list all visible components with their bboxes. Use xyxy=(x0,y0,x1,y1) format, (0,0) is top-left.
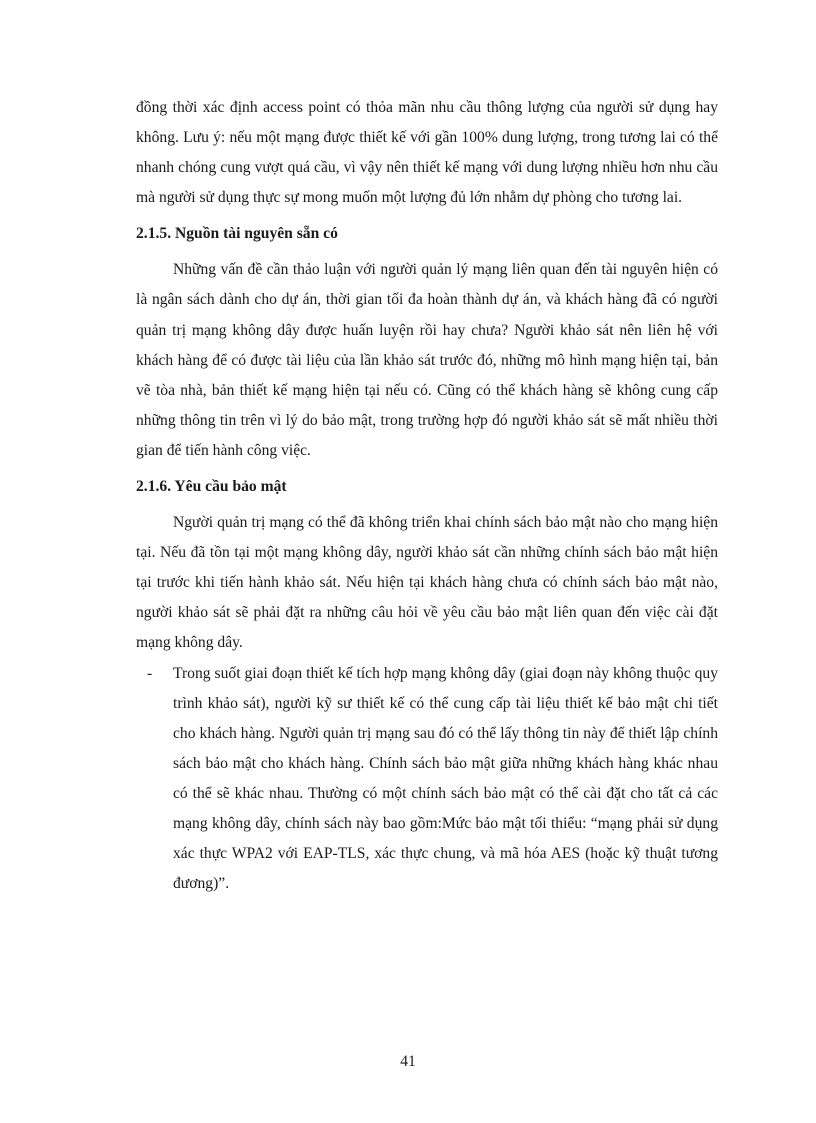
paragraph-throughput: đồng thời xác định access point có thỏa mãn nhu cầu thông lượng của người sử dụng hay không. Lưu ý: nếu một mạng được thiết kế với gần 100% dung lượng, trong tương lai có thể nhanh chóng cung vượt quá cầu, vì vậy nên thiết kế mạng với dung lượng nhiều hơn nhu cầu mà người sử dụng thực sự mong muốn một lượng đủ lớn nhằm dự phòng cho tương lai. xyxy=(136,99,718,207)
list-item xyxy=(147,659,718,900)
paragraph-resources: Những vấn đề cần thảo luận với người quản lý mạng liên quan đến tài nguyên hiện có là ngân sách dành cho dự án, thời gian tối đa hoàn thành dự án, và khách hàng đã có người quản trị mạng không dây được huấn luyện rồi hay chưa? Người khảo sát nên liên hệ với khách hàng để có được tài liệu của lần khảo sát trước đó, những mô hình mạng hiện tại, bản vẽ tòa nhà, bản thiết kế mạng hiện tại nếu có. Cũng có thể khách hàng sẽ không cung cấp những thông tin trên vì lý do bảo mật, trong trường hợp đó người khảo sát sẽ mất nhiều thời gian để tiến hành công việc. xyxy=(136,261,718,459)
dash-bullet: - xyxy=(147,664,153,682)
heading-2-1-6: 2.1.6. Yêu cầu bảo mật xyxy=(136,478,287,496)
list-item-text: Trong suốt giai đoạn thiết kế tích hợp mạng không dây (giai đoạn này không thuộc quy trình khảo sát), người kỹ sư thiết kế có thể cung cấp tài liệu thiết kế bảo mật chi tiết cho khách hàng. Người quản trị mạng sau đó có thể lấy thông tin này để thiết lập chính sách bảo mật cho khách hàng. Chính sách bảo mật giữa những khách hàng khác nhau có thể sẽ khác nhau. Thường có một chính sách bảo mật có thể cài đặt cho tất cả các mạng không dây, chính sách này bao gồm:Mức bảo mật tối thiểu: “mạng phải sử dụng xác thực WPA2 với EAP-TLS, xác thực chung, và mã hóa AES (hoặc kỹ thuật tương đương)”. xyxy=(173,664,718,893)
security-list xyxy=(136,659,718,900)
page-number: 41 xyxy=(400,1053,416,1070)
heading-2-1-5: 2.1.5. Nguồn tài nguyên sẵn có xyxy=(136,225,338,243)
paragraph-security: Người quản trị mạng có thể đã không triển khai chính sách bảo mật nào cho mạng hiện tại. Nếu đã tồn tại một mạng không dây, người khảo sát cần những chính sách bảo mật hiện tại trước khi tiến hành khảo sát. Nếu hiện tại khách hàng chưa có chính sách bảo mật nào, người khảo sát sẽ phải đặt ra những câu hỏi về yêu cầu bảo mật liên quan đến việc cài đặt mạng không dây. xyxy=(136,514,718,652)
document-page xyxy=(136,93,718,899)
